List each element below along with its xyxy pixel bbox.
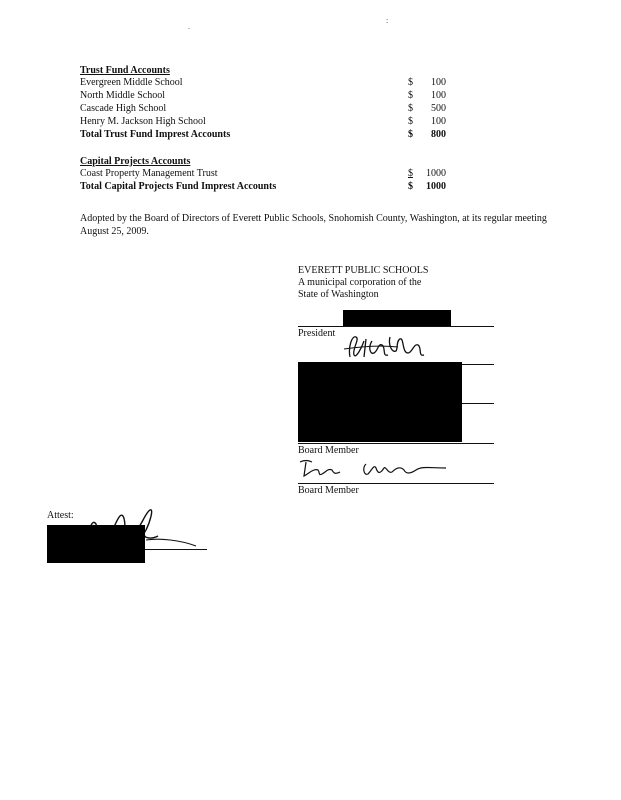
- signature-line: [145, 549, 207, 550]
- account-name: Evergreen Middle School: [80, 77, 183, 88]
- total-amount: 800: [431, 129, 446, 140]
- account-amount: 100: [431, 77, 446, 88]
- adoption-paragraph: Adopted by the Board of Directors of Everett Public Schools, Snohomish County, Washington, at its regular meeting August 25, 2009.: [80, 213, 547, 237]
- total-label: Total Capital Projects Fund Imprest Accounts: [80, 181, 277, 192]
- account-amount: 100: [431, 90, 446, 101]
- scan-mark: .: [188, 22, 190, 31]
- account-name: Cascade High School: [80, 103, 167, 114]
- board-member-label: Board Member: [298, 485, 359, 496]
- currency-symbol: $: [408, 168, 413, 179]
- account-amount: 1000: [426, 168, 446, 179]
- redaction-box: [343, 310, 451, 326]
- currency-symbol: $: [408, 90, 413, 101]
- attest-label: Attest:: [47, 510, 74, 521]
- total-label: Total Trust Fund Imprest Accounts: [80, 129, 231, 140]
- signature-line: [298, 483, 494, 484]
- org-state: State of Washington: [298, 289, 379, 300]
- redaction-box: [298, 362, 462, 442]
- currency-symbol: $: [408, 103, 413, 114]
- trust-fund-heading: Trust Fund Accounts: [80, 65, 170, 76]
- signature-line: [298, 443, 494, 444]
- account-name: Coast Property Management Trust: [80, 168, 218, 179]
- board-member-label: Board Member: [298, 445, 359, 456]
- president-signature: [338, 327, 428, 363]
- total-amount: 1000: [426, 181, 446, 192]
- org-name: EVERETT PUBLIC SCHOOLS: [298, 265, 429, 276]
- president-label: President: [298, 328, 336, 339]
- account-amount: 100: [431, 116, 446, 127]
- account-name: Henry M. Jackson High School: [80, 116, 206, 127]
- currency-symbol: $: [408, 181, 413, 192]
- board-member-signature: [296, 456, 456, 480]
- account-amount: 500: [431, 103, 446, 114]
- org-description: A municipal corporation of the: [298, 277, 422, 288]
- currency-symbol: $: [408, 77, 413, 88]
- account-name: North Middle School: [80, 90, 165, 101]
- currency-symbol: $: [408, 129, 413, 140]
- currency-symbol: $: [408, 116, 413, 127]
- redaction-box: [47, 525, 145, 563]
- scan-mark: :: [386, 16, 389, 25]
- capital-projects-heading: Capital Projects Accounts: [80, 156, 191, 167]
- signature-line: [462, 403, 494, 404]
